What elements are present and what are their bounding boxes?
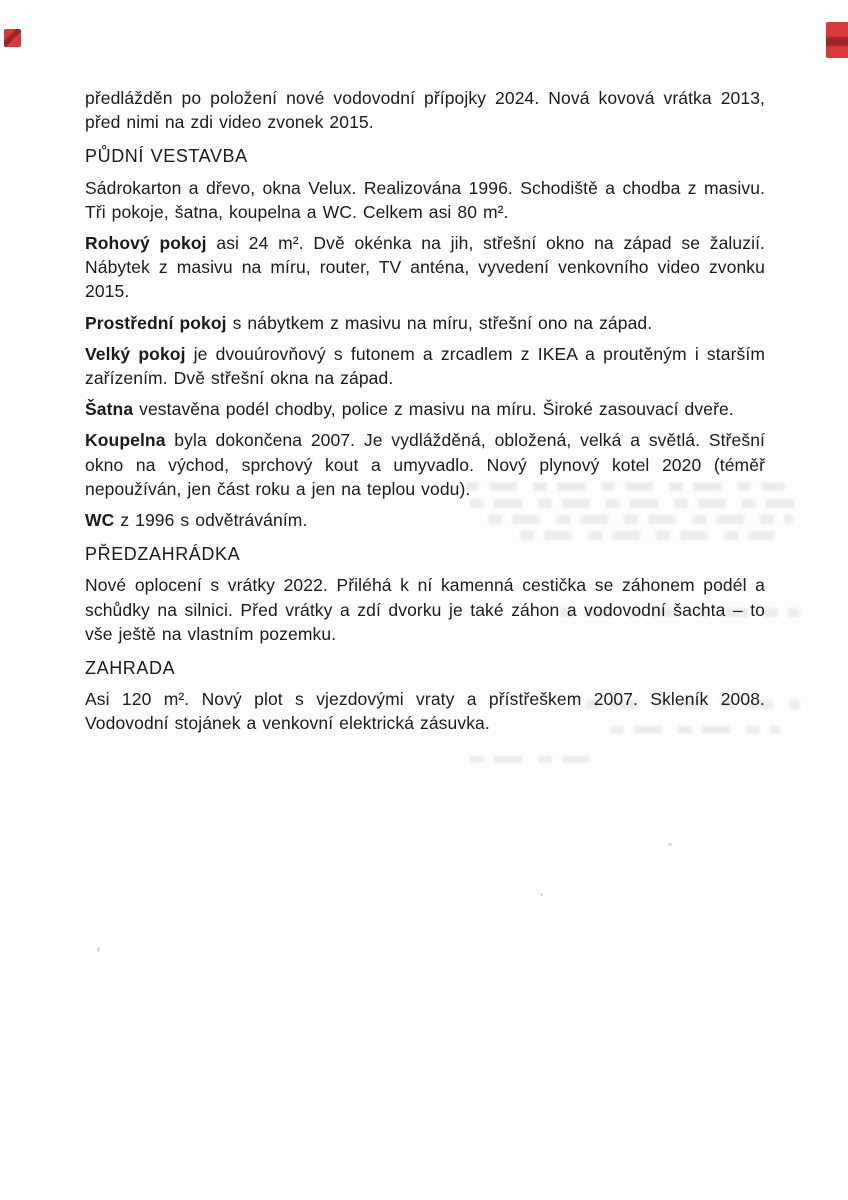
paragraph-text: vestavěna podél chodby, police z masivu na míru. Široké zasouvací dveře. xyxy=(133,399,734,420)
paragraph xyxy=(85,687,765,735)
paragraph-text: Asi 120 m². Nový plot s vjezdovými vraty a přístřeškem 2007. Skleník 2008. Vodovodní stojánek a venkovní elektrická zásuvka. xyxy=(85,689,765,734)
paragraph xyxy=(85,397,765,421)
section-heading-predzahradka: PŘEDZAHRÁDKA xyxy=(85,544,241,565)
intro-paragraph: předlážděn po položení nové vodovodní přípojky 2024. Nová kovová vrátka 2013, před nimi na zdi video zvonek 2015. xyxy=(85,88,765,133)
paragraph xyxy=(85,573,765,646)
paper-speck xyxy=(540,893,543,896)
paragraph-text: s nábytkem z masivu na míru, střešní ono na západ. xyxy=(226,312,653,333)
paragraph-text: Nové oplocení s vrátky 2022. Přiléhá k ní kamenná cestička se záhonem podél a schůdky na silnici. Před vrátky a zdí dvorku je také záhon a vodovodní šachta – to vše ještě na vlastním pozemku. xyxy=(85,575,765,644)
paragraph-text: asi 24 m². Dvě okénka na jih, střešní okno na západ se žaluzií. Nábytek z masivu na míru, router, TV anténa, vyvedení venkovního video zvonku 2015. xyxy=(85,233,766,302)
paragraph-lead: Velký pokoj xyxy=(85,343,186,364)
paragraph xyxy=(85,342,765,390)
paragraph-text: je dvouúrovňový s futonem a zrcadlem z IKEA a proutěným i starším zařízením. Dvě střešní okna na západ. xyxy=(85,343,765,389)
paper-speck xyxy=(668,843,672,846)
paragraph-lead: Prostřední pokoj xyxy=(85,312,227,333)
paragraph-lead: Šatna xyxy=(85,399,134,420)
section-heading-zahrada: ZAHRADA xyxy=(85,658,176,679)
paragraph xyxy=(85,231,765,304)
paragraph-lead: WC xyxy=(85,510,115,531)
paragraph xyxy=(85,428,765,501)
paragraph-text: byla dokončena 2007. Je vydlážděná, obložená, velká a světlá. Střešní okno na východ, sprchový kout a umyvadlo. Nový plynový kotel 2020 (téměř nepoužíván, jen část roku a jen na teplou vodu). xyxy=(85,430,765,499)
paragraph-text: z 1996 s odvětráváním. xyxy=(114,510,308,531)
red-corner-mark-top-right xyxy=(826,22,848,58)
paragraph-lead: Koupelna xyxy=(85,430,166,451)
red-corner-mark-top-left xyxy=(4,29,21,47)
section-heading-pudni-vestavba: PŮDNÍ VESTAVBA xyxy=(85,146,248,167)
paper-speck xyxy=(97,947,100,952)
paragraph xyxy=(85,508,765,532)
bleedthrough-smudge xyxy=(470,756,590,763)
paragraph xyxy=(85,176,765,224)
paragraph-lead: Rohový pokoj xyxy=(85,233,207,254)
paragraph-text: Sádrokarton a dřevo, okna Velux. Realizována 1996. Schodiště a chodba z masivu. Tři pokoje, šatna, koupelna a WC. Celkem asi 80 m². xyxy=(85,177,765,222)
document-content xyxy=(85,86,765,736)
paragraph xyxy=(85,311,765,335)
